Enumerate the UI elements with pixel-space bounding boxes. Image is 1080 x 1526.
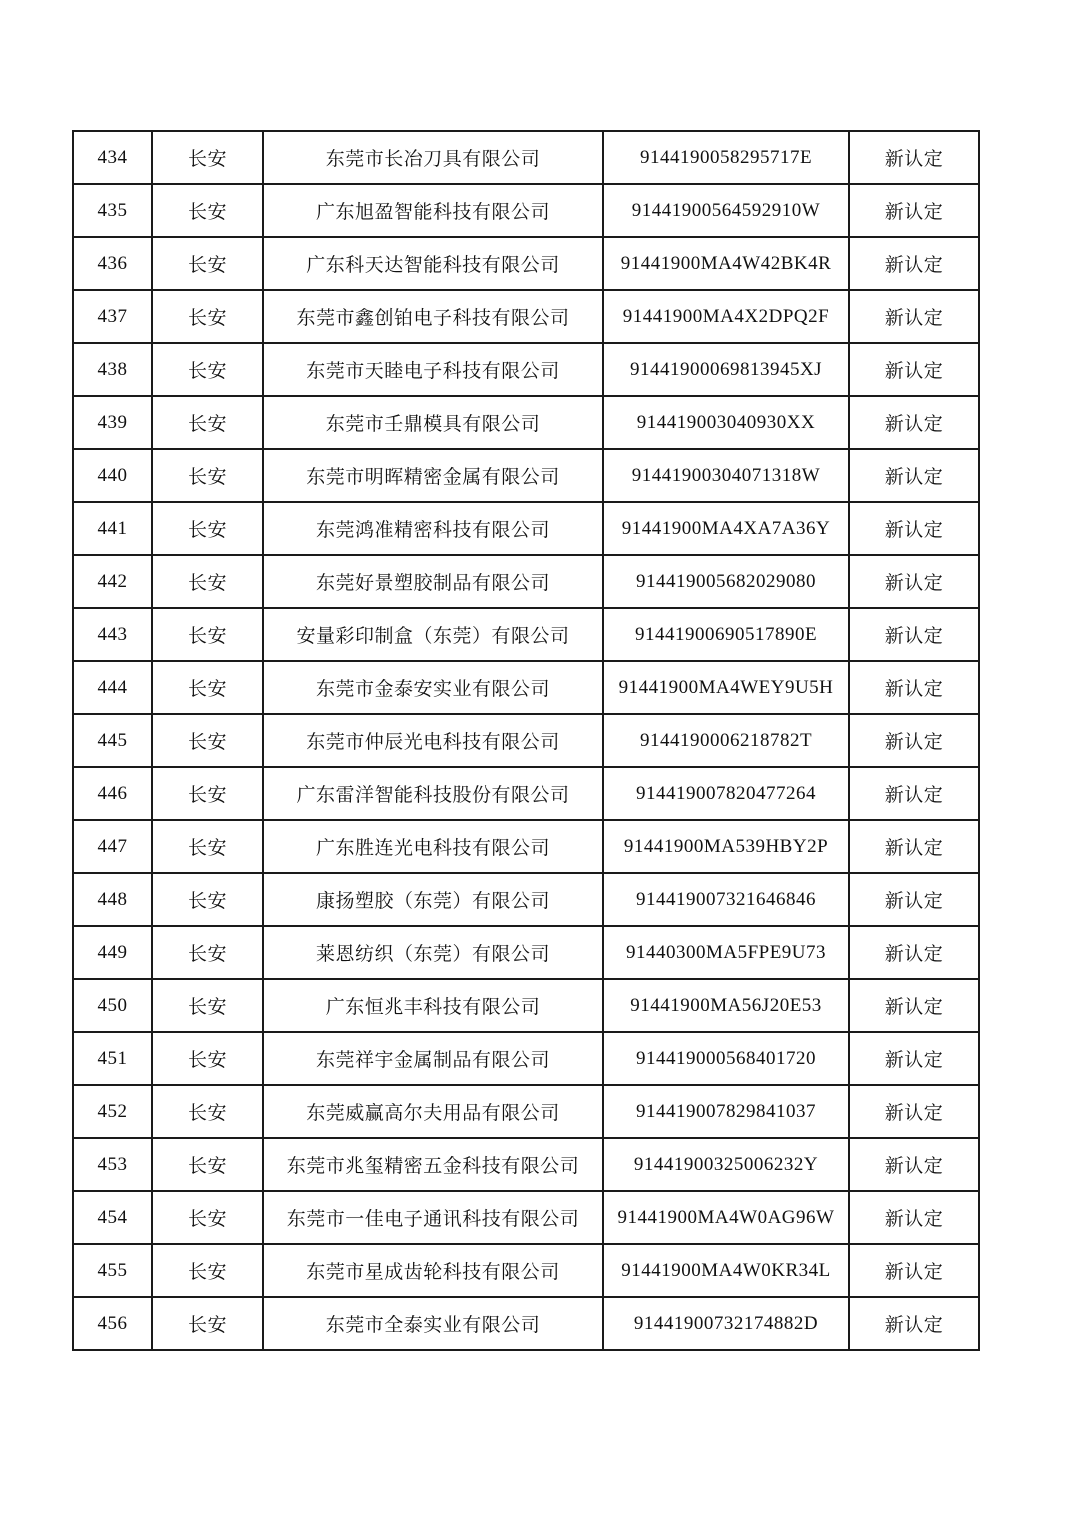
status-cell: 新认定 <box>849 290 979 343</box>
table-row <box>73 1032 979 1085</box>
status-cell: 新认定 <box>849 608 979 661</box>
credit-code-cell: 91441900325006232Y <box>603 1138 849 1191</box>
company-name-cell: 安量彩印制盒（东莞）有限公司 <box>263 608 603 661</box>
company-name-cell: 东莞祥宇金属制品有限公司 <box>263 1032 603 1085</box>
status-cell: 新认定 <box>849 714 979 767</box>
serial-number-cell: 436 <box>73 237 152 290</box>
serial-number-cell: 442 <box>73 555 152 608</box>
table-row <box>73 1244 979 1297</box>
company-name-cell: 广东旭盈智能科技有限公司 <box>263 184 603 237</box>
company-name-cell: 东莞市金泰安实业有限公司 <box>263 661 603 714</box>
town-cell: 长安 <box>152 1244 263 1297</box>
town-cell: 长安 <box>152 449 263 502</box>
status-cell: 新认定 <box>849 184 979 237</box>
town-cell: 长安 <box>152 1085 263 1138</box>
status-cell: 新认定 <box>849 979 979 1032</box>
town-cell: 长安 <box>152 873 263 926</box>
credit-code-cell: 914419007829841037 <box>603 1085 849 1138</box>
credit-code-cell: 91441900MA56J20E53 <box>603 979 849 1032</box>
table-row <box>73 131 979 184</box>
credit-code-cell: 91441900MA4XA7A36Y <box>603 502 849 555</box>
table-row <box>73 184 979 237</box>
company-name-cell: 东莞市仲辰光电科技有限公司 <box>263 714 603 767</box>
serial-number-cell: 440 <box>73 449 152 502</box>
serial-number-cell: 447 <box>73 820 152 873</box>
serial-number-cell: 448 <box>73 873 152 926</box>
serial-number-cell: 450 <box>73 979 152 1032</box>
company-name-cell: 东莞威赢高尔夫用品有限公司 <box>263 1085 603 1138</box>
status-cell: 新认定 <box>849 449 979 502</box>
table-row <box>73 1085 979 1138</box>
company-name-cell: 东莞市兆玺精密五金科技有限公司 <box>263 1138 603 1191</box>
company-name-cell: 东莞市星成齿轮科技有限公司 <box>263 1244 603 1297</box>
status-cell: 新认定 <box>849 237 979 290</box>
town-cell: 长安 <box>152 926 263 979</box>
company-name-cell: 广东雷洋智能科技股份有限公司 <box>263 767 603 820</box>
status-cell: 新认定 <box>849 502 979 555</box>
town-cell: 长安 <box>152 608 263 661</box>
town-cell: 长安 <box>152 555 263 608</box>
company-name-cell: 东莞市壬鼎模具有限公司 <box>263 396 603 449</box>
credit-code-cell: 91441900564592910W <box>603 184 849 237</box>
credit-code-cell: 91440300MA5FPE9U73 <box>603 926 849 979</box>
status-cell: 新认定 <box>849 1244 979 1297</box>
company-name-cell: 东莞市明晖精密金属有限公司 <box>263 449 603 502</box>
company-name-cell: 东莞市鑫创铂电子科技有限公司 <box>263 290 603 343</box>
table-row <box>73 714 979 767</box>
serial-number-cell: 451 <box>73 1032 152 1085</box>
town-cell: 长安 <box>152 290 263 343</box>
status-cell: 新认定 <box>849 1191 979 1244</box>
table-row <box>73 502 979 555</box>
serial-number-cell: 455 <box>73 1244 152 1297</box>
enterprise-list-table <box>72 130 980 1351</box>
status-cell: 新认定 <box>849 820 979 873</box>
credit-code-cell: 914419000568401720 <box>603 1032 849 1085</box>
table-row <box>73 661 979 714</box>
town-cell: 长安 <box>152 237 263 290</box>
serial-number-cell: 438 <box>73 343 152 396</box>
credit-code-cell: 9144190006218782T <box>603 714 849 767</box>
table-row <box>73 926 979 979</box>
town-cell: 长安 <box>152 396 263 449</box>
status-cell: 新认定 <box>849 1085 979 1138</box>
credit-code-cell: 91441900MA4X2DPQ2F <box>603 290 849 343</box>
credit-code-cell: 91441900MA539HBY2P <box>603 820 849 873</box>
credit-code-cell: 914419007820477264 <box>603 767 849 820</box>
serial-number-cell: 452 <box>73 1085 152 1138</box>
status-cell: 新认定 <box>849 873 979 926</box>
company-name-cell: 东莞市全泰实业有限公司 <box>263 1297 603 1350</box>
status-cell: 新认定 <box>849 396 979 449</box>
credit-code-cell: 91441900MA4WEY9U5H <box>603 661 849 714</box>
status-cell: 新认定 <box>849 767 979 820</box>
credit-code-cell: 914419005682029080 <box>603 555 849 608</box>
credit-code-cell: 91441900MA4W0AG96W <box>603 1191 849 1244</box>
credit-code-cell: 91441900069813945XJ <box>603 343 849 396</box>
town-cell: 长安 <box>152 343 263 396</box>
credit-code-cell: 914419003040930XX <box>603 396 849 449</box>
town-cell: 长安 <box>152 1138 263 1191</box>
town-cell: 长安 <box>152 661 263 714</box>
credit-code-cell: 91441900MA4W0KR34L <box>603 1244 849 1297</box>
town-cell: 长安 <box>152 820 263 873</box>
status-cell: 新认定 <box>849 1297 979 1350</box>
town-cell: 长安 <box>152 131 263 184</box>
table-row <box>73 767 979 820</box>
company-name-cell: 东莞好景塑胶制品有限公司 <box>263 555 603 608</box>
credit-code-cell: 914419007321646846 <box>603 873 849 926</box>
serial-number-cell: 454 <box>73 1191 152 1244</box>
serial-number-cell: 449 <box>73 926 152 979</box>
company-name-cell: 东莞鸿准精密科技有限公司 <box>263 502 603 555</box>
table-row <box>73 396 979 449</box>
company-name-cell: 广东科天达智能科技有限公司 <box>263 237 603 290</box>
serial-number-cell: 446 <box>73 767 152 820</box>
company-name-cell: 东莞市一佳电子通讯科技有限公司 <box>263 1191 603 1244</box>
company-name-cell: 广东胜连光电科技有限公司 <box>263 820 603 873</box>
table-row <box>73 290 979 343</box>
company-name-cell: 康扬塑胶（东莞）有限公司 <box>263 873 603 926</box>
serial-number-cell: 441 <box>73 502 152 555</box>
table-row <box>73 343 979 396</box>
status-cell: 新认定 <box>849 661 979 714</box>
serial-number-cell: 445 <box>73 714 152 767</box>
table-row <box>73 1297 979 1350</box>
town-cell: 长安 <box>152 502 263 555</box>
table-row <box>73 608 979 661</box>
company-name-cell: 东莞市天睦电子科技有限公司 <box>263 343 603 396</box>
credit-code-cell: 91441900690517890E <box>603 608 849 661</box>
company-name-cell: 东莞市长冶刀具有限公司 <box>263 131 603 184</box>
table-row <box>73 449 979 502</box>
status-cell: 新认定 <box>849 343 979 396</box>
credit-code-cell: 9144190058295717E <box>603 131 849 184</box>
serial-number-cell: 456 <box>73 1297 152 1350</box>
company-name-cell: 广东恒兆丰科技有限公司 <box>263 979 603 1032</box>
table-row <box>73 237 979 290</box>
credit-code-cell: 91441900732174882D <box>603 1297 849 1350</box>
status-cell: 新认定 <box>849 926 979 979</box>
serial-number-cell: 439 <box>73 396 152 449</box>
credit-code-cell: 91441900304071318W <box>603 449 849 502</box>
town-cell: 长安 <box>152 714 263 767</box>
town-cell: 长安 <box>152 1297 263 1350</box>
town-cell: 长安 <box>152 1191 263 1244</box>
serial-number-cell: 434 <box>73 131 152 184</box>
credit-code-cell: 91441900MA4W42BK4R <box>603 237 849 290</box>
town-cell: 长安 <box>152 1032 263 1085</box>
company-name-cell: 莱恩纺织（东莞）有限公司 <box>263 926 603 979</box>
status-cell: 新认定 <box>849 555 979 608</box>
serial-number-cell: 444 <box>73 661 152 714</box>
status-cell: 新认定 <box>849 1138 979 1191</box>
town-cell: 长安 <box>152 767 263 820</box>
table-row <box>73 555 979 608</box>
status-cell: 新认定 <box>849 1032 979 1085</box>
serial-number-cell: 453 <box>73 1138 152 1191</box>
table-row <box>73 1191 979 1244</box>
status-cell: 新认定 <box>849 131 979 184</box>
table-row <box>73 1138 979 1191</box>
table-row <box>73 873 979 926</box>
serial-number-cell: 437 <box>73 290 152 343</box>
serial-number-cell: 435 <box>73 184 152 237</box>
table-row <box>73 820 979 873</box>
town-cell: 长安 <box>152 979 263 1032</box>
serial-number-cell: 443 <box>73 608 152 661</box>
table-row <box>73 979 979 1032</box>
table-body <box>73 131 979 1350</box>
town-cell: 长安 <box>152 184 263 237</box>
